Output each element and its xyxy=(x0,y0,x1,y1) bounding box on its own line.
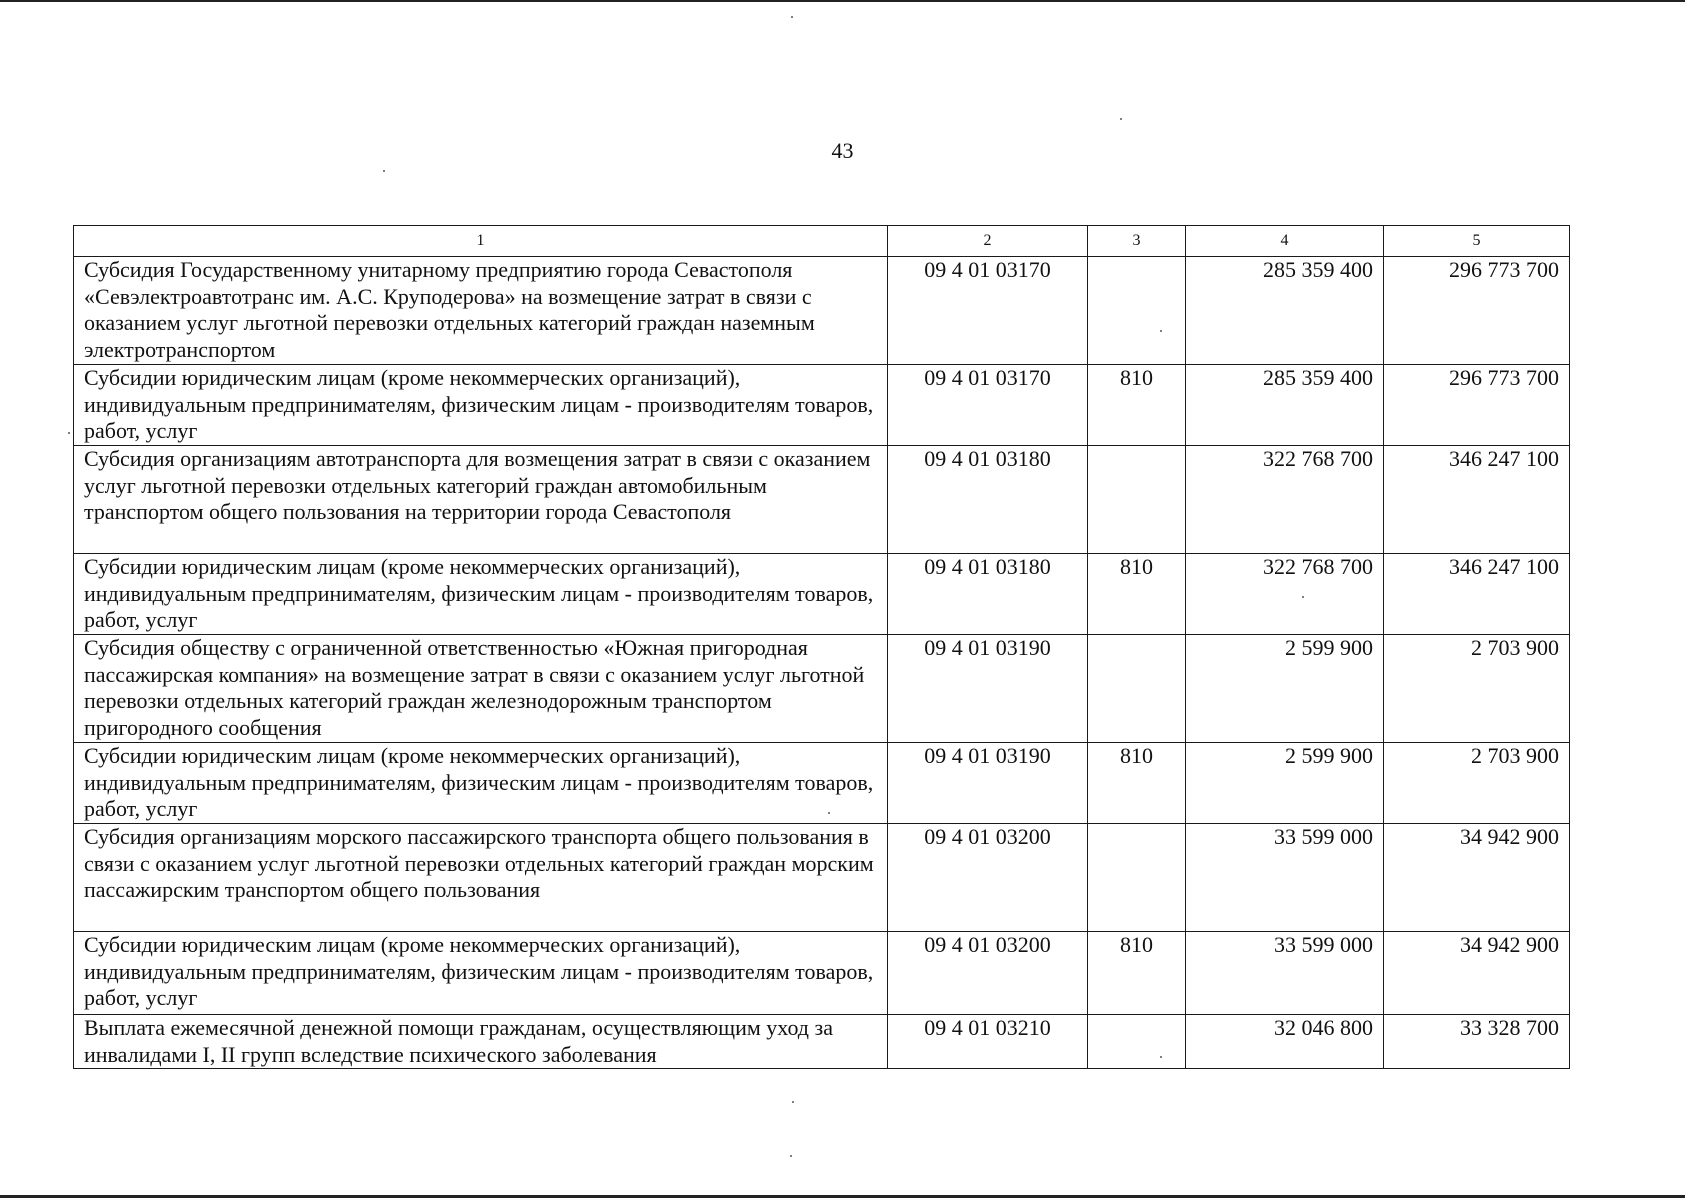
row-name: Субсидии юридическим лицам (кроме некоммерческих организаций), индивидуальным предпринимателям, физическим лицам - производителям товаров, работ, услуг xyxy=(74,365,888,446)
row-amount-year1: 285 359 400 xyxy=(1186,365,1384,446)
row-code: 09 4 01 03180 xyxy=(888,554,1088,635)
scan-speck xyxy=(790,1155,792,1157)
row-amount-year2: 346 247 100 xyxy=(1384,446,1570,554)
row-amount-year1: 2 599 900 xyxy=(1186,635,1384,743)
table-row xyxy=(74,635,1570,743)
row-name: Субсидии юридическим лицам (кроме некоммерческих организаций), индивидуальным предпринимателям, физическим лицам - производителям товаров, работ, услуг xyxy=(74,554,888,635)
row-name: Субсидии юридическим лицам (кроме некоммерческих организаций), индивидуальным предпринимателям, физическим лицам - производителям товаров, работ, услуг xyxy=(74,932,888,1015)
table-row xyxy=(74,932,1570,1015)
header-col-2: 2 xyxy=(888,226,1088,257)
row-expense-type xyxy=(1088,257,1186,365)
header-row xyxy=(74,226,1570,257)
row-name: Субсидия организациям морского пассажирского транспорта общего пользования в связи с оказанием услуг льготной перевозки отдельных категорий граждан морским пассажирским транспортом общего пользования xyxy=(74,824,888,932)
table-row xyxy=(74,554,1570,635)
table-row xyxy=(74,1015,1570,1069)
row-amount-year1: 322 768 700 xyxy=(1186,446,1384,554)
row-code: 09 4 01 03200 xyxy=(888,932,1088,1015)
row-code: 09 4 01 03170 xyxy=(888,365,1088,446)
row-name: Субсидия организациям автотранспорта для возмещения затрат в связи с оказанием услуг льготной перевозки отдельных категорий граждан автомобильным транспортом общего пользования на территории города Севастополя xyxy=(74,446,888,554)
row-amount-year2: 296 773 700 xyxy=(1384,365,1570,446)
scan-speck xyxy=(1302,596,1304,598)
table-row xyxy=(74,824,1570,932)
row-amount-year2: 346 247 100 xyxy=(1384,554,1570,635)
row-amount-year1: 33 599 000 xyxy=(1186,932,1384,1015)
table-row xyxy=(74,446,1570,554)
row-code: 09 4 01 03200 xyxy=(888,824,1088,932)
row-name: Субсидия обществу с ограниченной ответственностью «Южная пригородная пассажирская компания» на возмещение затрат в связи с оказанием услуг льготной перевозки отдельных категорий граждан железнодорожным транспортом пригородного сообщения xyxy=(74,635,888,743)
row-expense-type: 810 xyxy=(1088,743,1186,824)
row-code: 09 4 01 03190 xyxy=(888,635,1088,743)
row-code: 09 4 01 03170 xyxy=(888,257,1088,365)
row-amount-year2: 34 942 900 xyxy=(1384,932,1570,1015)
scan-speck xyxy=(1160,1056,1162,1058)
scan-border-bottom xyxy=(0,1195,1685,1198)
header-col-4: 4 xyxy=(1186,226,1384,257)
scan-speck xyxy=(68,432,70,434)
row-amount-year1: 32 046 800 xyxy=(1186,1015,1384,1069)
row-amount-year2: 33 328 700 xyxy=(1384,1015,1570,1069)
page-number: 43 xyxy=(831,138,854,163)
row-code: 09 4 01 03210 xyxy=(888,1015,1088,1069)
budget-table xyxy=(73,225,1570,1069)
row-amount-year2: 296 773 700 xyxy=(1384,257,1570,365)
scan-speck xyxy=(791,16,793,18)
table-row xyxy=(74,365,1570,446)
scan-border-top xyxy=(0,0,1685,2)
header-col-5: 5 xyxy=(1384,226,1570,257)
scan-speck xyxy=(1160,330,1162,332)
row-expense-type xyxy=(1088,635,1186,743)
scan-speck xyxy=(383,170,385,172)
header-col-1: 1 xyxy=(74,226,888,257)
table-row xyxy=(74,743,1570,824)
scan-speck xyxy=(1120,118,1122,120)
row-expense-type: 810 xyxy=(1088,554,1186,635)
row-expense-type: 810 xyxy=(1088,932,1186,1015)
row-expense-type: 810 xyxy=(1088,365,1186,446)
row-expense-type xyxy=(1088,824,1186,932)
header-col-3: 3 xyxy=(1088,226,1186,257)
row-name: Выплата ежемесячной денежной помощи гражданам, осуществляющим уход за инвалидами I, II групп вследствие психического заболевания xyxy=(74,1015,888,1069)
row-amount-year1: 33 599 000 xyxy=(1186,824,1384,932)
row-amount-year1: 285 359 400 xyxy=(1186,257,1384,365)
row-name: Субсидии юридическим лицам (кроме некоммерческих организаций), индивидуальным предпринимателям, физическим лицам - производителям товаров, работ, услуг xyxy=(74,743,888,824)
row-amount-year1: 322 768 700 xyxy=(1186,554,1384,635)
scan-speck xyxy=(792,1101,794,1103)
row-name: Субсидия Государственному унитарному предприятию города Севастополя «Севэлектроавтотранс им. А.С. Круподерова» на возмещение затрат в связи с оказанием услуг льготной перевозки отдельных категорий граждан наземным электротранспортом xyxy=(74,257,888,365)
row-expense-type xyxy=(1088,1015,1186,1069)
row-expense-type xyxy=(1088,446,1186,554)
row-code: 09 4 01 03180 xyxy=(888,446,1088,554)
row-code: 09 4 01 03190 xyxy=(888,743,1088,824)
row-amount-year2: 2 703 900 xyxy=(1384,635,1570,743)
row-amount-year2: 2 703 900 xyxy=(1384,743,1570,824)
table-row xyxy=(74,257,1570,365)
row-amount-year1: 2 599 900 xyxy=(1186,743,1384,824)
row-amount-year2: 34 942 900 xyxy=(1384,824,1570,932)
scan-speck xyxy=(828,812,830,814)
